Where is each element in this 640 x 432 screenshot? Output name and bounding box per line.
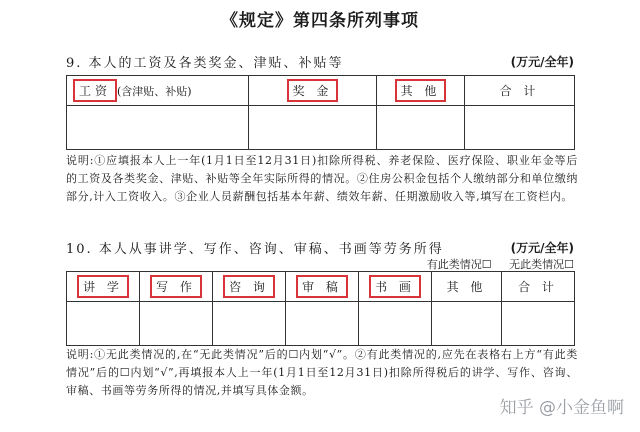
reviewing-label: 审 稿	[296, 275, 348, 298]
total-input-cell[interactable]	[502, 302, 575, 346]
bonus-input-cell[interactable]	[249, 106, 377, 150]
other-label: 其 他	[446, 280, 487, 294]
total-input-cell[interactable]	[465, 106, 575, 150]
calligraphy-label: 书 画	[369, 275, 421, 298]
other-label: 其 他	[395, 79, 447, 102]
header-cell-other	[377, 76, 465, 106]
has-case-checkbox[interactable]: 有此类情况☐	[426, 258, 492, 271]
section-9-unit: (万元/全年)	[510, 55, 574, 69]
section-10-unit: (万元/全年)	[510, 241, 574, 255]
header-cell-total	[465, 76, 575, 106]
consulting-input-cell[interactable]	[213, 302, 286, 346]
other-input-cell[interactable]	[377, 106, 465, 150]
section-10-heading: 10. 本人从事讲学、写作、咨询、审稿、书画等劳务所得	[66, 242, 444, 257]
table-input-row	[67, 302, 575, 346]
section-9-note: 说明:①应填报本人上一年(1月1日至12月31日)扣除所得税、养老保险、医疗保险、职业年金等后的工资及各类奖金、津贴、补贴等全年实际所得的情况。②住房公积金包括个人缴纳部分和单位缴纳部分,计入工资收入。③企业人员薪酬包括基本年薪、绩效年薪、任期激励收入等,填写在工资栏内。	[66, 154, 578, 203]
header-cell-total	[502, 272, 575, 302]
reviewing-input-cell[interactable]	[286, 302, 359, 346]
calligraphy-input-cell[interactable]	[359, 302, 432, 346]
writing-label: 写 作	[150, 275, 202, 298]
header-cell-other	[432, 272, 502, 302]
header-cell-bonus	[249, 76, 377, 106]
header-cell-calligraphy	[359, 272, 432, 302]
bonus-label: 奖 金	[287, 79, 339, 102]
total-label: 合 计	[499, 84, 540, 98]
header-cell-lecture	[67, 272, 140, 302]
page-title: 《规定》第四条所列事项	[221, 11, 419, 31]
watermark: 知乎 @小金鱼啊	[499, 398, 624, 418]
section-9-table	[66, 75, 575, 150]
wage-sublabel: (含津贴、补贴)	[117, 85, 192, 98]
section-10-checkboxes	[413, 256, 574, 272]
header-cell-consulting	[213, 272, 286, 302]
total-label: 合 计	[518, 280, 558, 294]
consulting-label: 咨 询	[223, 275, 275, 298]
table-input-row	[67, 106, 575, 150]
table-header-row	[67, 76, 575, 106]
lecture-label: 讲 学	[77, 275, 129, 298]
section-9-heading: 9. 本人的工资及各类奖金、津贴、补贴等	[66, 56, 344, 71]
lecture-input-cell[interactable]	[67, 302, 140, 346]
no-case-checkbox[interactable]: 无此类情况☐	[509, 258, 574, 271]
writing-input-cell[interactable]	[140, 302, 213, 346]
header-cell-writing	[140, 272, 213, 302]
wage-label: 工资	[73, 79, 117, 102]
table-header-row	[67, 272, 575, 302]
header-cell-wage	[67, 76, 249, 106]
wage-input-cell[interactable]	[67, 106, 249, 150]
other-input-cell[interactable]	[432, 302, 502, 346]
section-10-note: 说明:①无此类情况的,在“无此类情况”后的☐内划“√”。②有此类情况的,应先在表格右上方“有此类情况”后的☐内划“√”,再填报本人上一年(1月1日至12月31日)扣除所得税后的讲学、写作、咨询、审稿、书画等劳务所得的情况,并填写具体金额。	[66, 348, 578, 397]
section-10-table	[66, 271, 575, 346]
header-cell-reviewing	[286, 272, 359, 302]
